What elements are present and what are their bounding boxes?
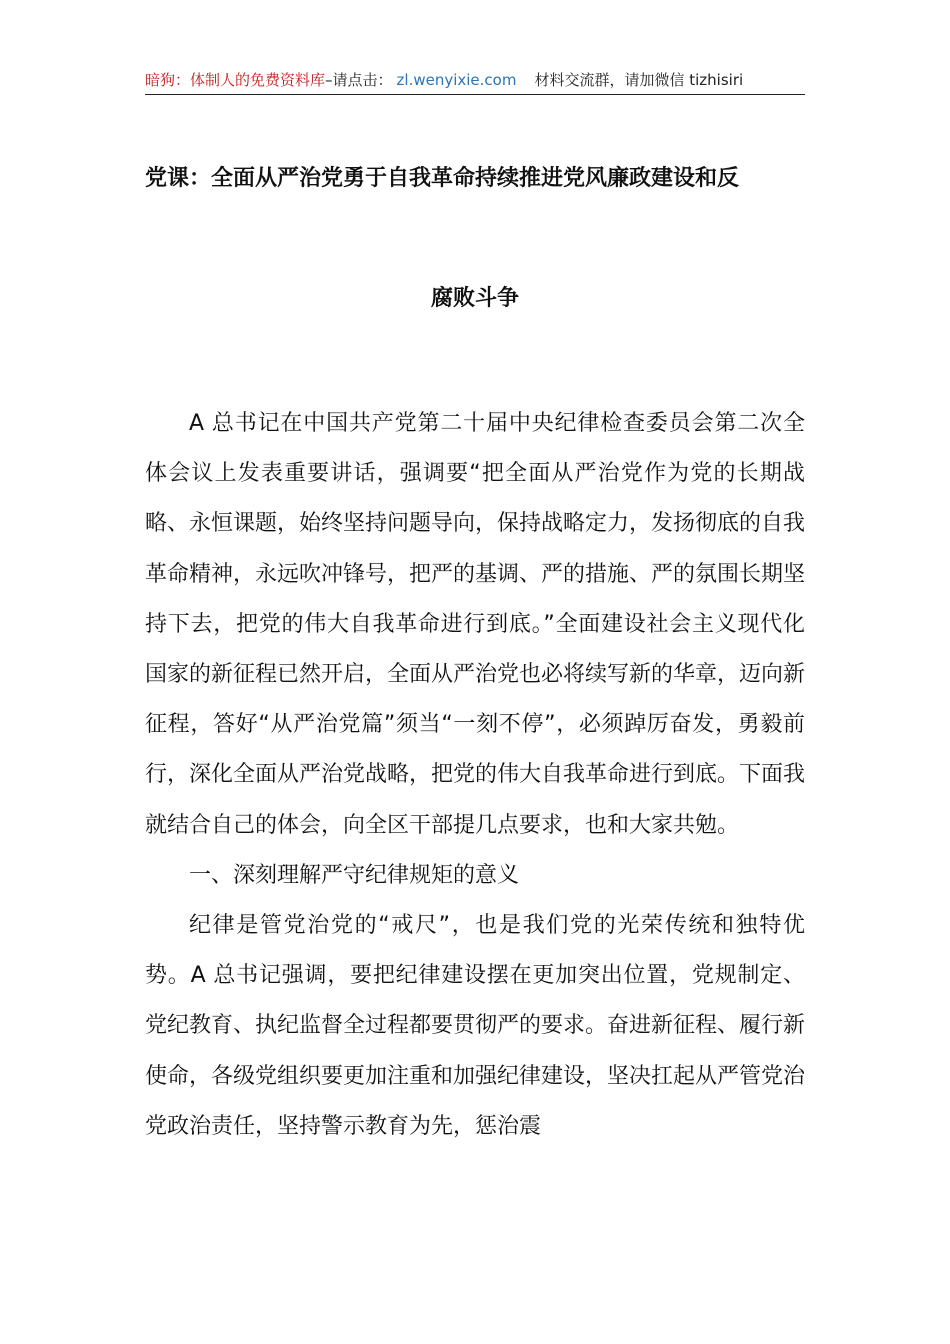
doc-title-line-1: 党课：全面从严治党勇于自我革命持续推进党风廉政建设和反: [145, 166, 740, 191]
group-text: 材料交流群，请加微信 tizhisiri: [534, 71, 744, 89]
page-header: [145, 66, 805, 95]
paragraph: A 总书记在中国共产党第二十届中央纪律检查委员会第二次全体会议上发表重要讲话，强调要“把全面从严治党作为党的长期战略、永恒课题，始终坚持问题导向，保持战略定力，发扬彻底的自我革命精神，永远吹冲锋号，把严的基调、严的措施、严的氛围长期坚持下去，把党的伟大自我革命进行到底。”全面建设社会主义现代化国家的新征程已然开启，全面从严治党也必将续写新的华章，迈向新征程，答好“从严治党篇”须当“一刻不停”，必须踔厉奋发，勇毅前行，深化全面从严治党战略，把党的伟大自我革命进行到底。下面我就结合自己的体会，向全区干部提几点要求，也和大家共勉。: [145, 411, 806, 838]
site-link[interactable]: zl.wenyixie.com: [396, 71, 517, 89]
click-prefix: –请点击：: [325, 71, 393, 89]
promo-text: 暗狗：体制人的免费资料库: [145, 71, 326, 89]
section-heading: 一、深刻理解严守纪律规矩的意义: [189, 862, 520, 888]
paragraph: 纪律是管党治党的“戒尺”，也是我们党的光荣传统和独特优势。A 总书记强调，要把纪律建设摆在更加突出位置，党规制定、党纪教育、执纪监督全过程都要贯彻严的要求。奋进新征程、履行新使命，各级党组织要更加注重和加强纪律建设，坚决扛起从严管党治党政治责任，坚持警示教育为先，惩治震: [145, 913, 806, 1139]
doc-title-line-2: 腐败斗争: [430, 286, 519, 311]
doc-body: [145, 399, 805, 1152]
